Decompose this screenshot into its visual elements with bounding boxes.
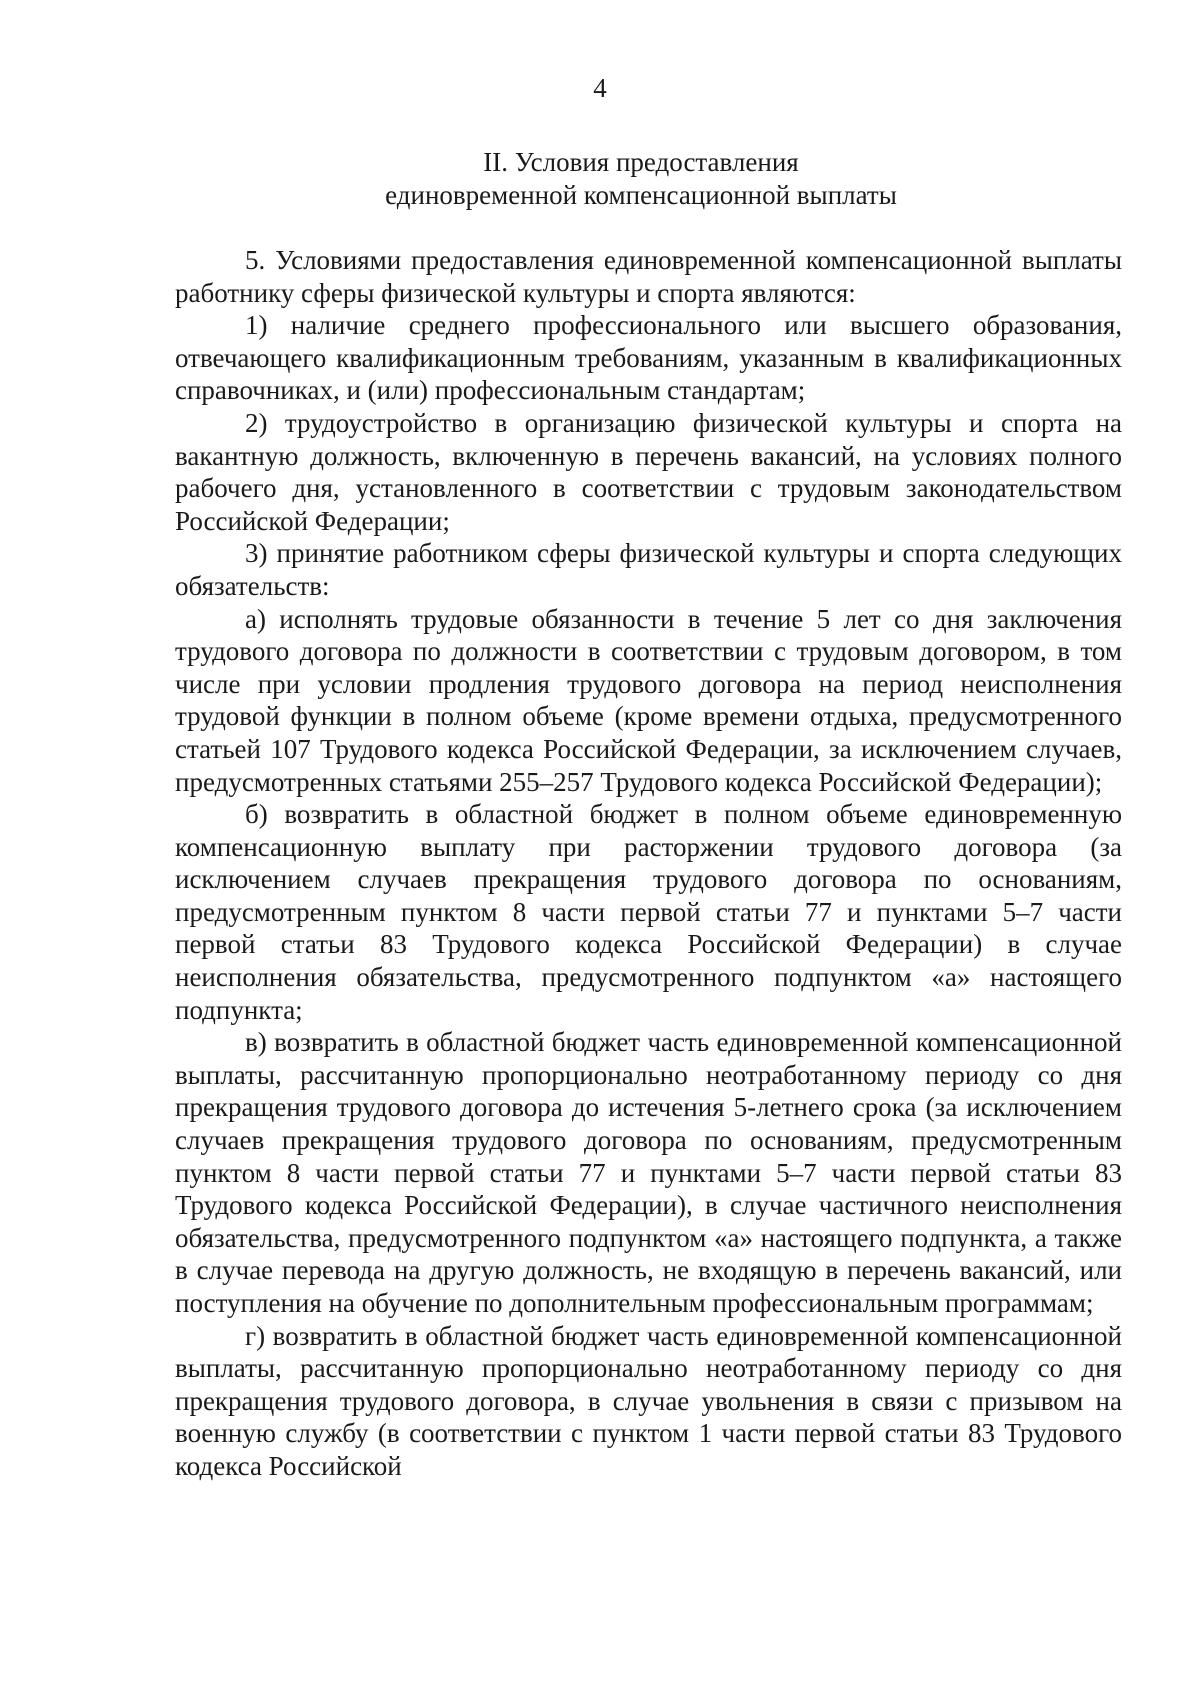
paragraph-subitem-3: 3) принятие работником сферы физической культуры и спорта следующих обязательств:	[175, 538, 1122, 601]
page-number: 4	[593, 73, 607, 103]
paragraph-subitem-a: а) исполнять трудовые обязанности в течение 5 лет со дня заключения трудового договора по должности в соответствии с трудовым договором, в том числе при условии продления трудового договора на период неисполнения трудовой функции в полном объеме (кроме времени отдыха, предусмотренного статьей 107 Трудового кодекса Российской Федерации, за исключением случаев, предусмотренных статьями 255–257 Трудового кодекса Российской Федерации);	[175, 603, 1122, 797]
paragraph-subitem-g: г) возвратить в областной бюджет часть единовременной компенсационной выплаты, рассчитанную пропорционально неотработанному периоду со дня прекращения трудового договора, в случае увольнения в связи с призывом на военную службу (в соответствии с пунктом 1 части первой статьи 83 Трудового кодекса Российской	[175, 1320, 1122, 1481]
document-body	[175, 244, 1122, 1483]
section-title-line-2: единовременной компенсационной выплаты	[385, 179, 897, 210]
paragraph-subitem-b: б) возвратить в областной бюджет в полном объеме единовременную компенсационную выплату при расторжении трудового договора (за исключением случаев прекращения трудового договора по основаниям, предусмотренным пунктом 8 части первой статьи 77 и пунктами 5–7 части первой статьи 83 Трудового кодекса Российской Федерации) в случае неисполнения обязательства, предусмотренного подпунктом «а» настоящего подпункта;	[175, 799, 1122, 1025]
section-title	[160, 146, 1122, 211]
paragraph-item-5: 5. Условиями предоставления единовременной компенсационной выплаты работнику сферы физической культуры и спорта являются:	[175, 245, 1122, 308]
paragraph-subitem-2: 2) трудоустройство в организацию физической культуры и спорта на вакантную должность, включенную в перечень вакансий, на условиях полного рабочего дня, установленного в соответствии с трудовым законодательством Российской Федерации;	[175, 407, 1122, 536]
paragraph-subitem-1: 1) наличие среднего профессионального или высшего образования, отвечающего квалификационным требованиям, указанным в квалификационных справочниках, и (или) профессиональным стандартам;	[175, 310, 1122, 406]
section-title-line-1: II. Условия предоставления	[483, 147, 799, 177]
paragraph-subitem-v: в) возвратить в областной бюджет часть единовременной компенсационной выплаты, рассчитанную пропорционально неотработанному периоду со дня прекращения трудового договора до истечения 5-летнего срока (за исключением случаев прекращения трудового договора по основаниям, предусмотренным пунктом 8 части первой статьи 77 и пунктами 5–7 части первой статьи 83 Трудового кодекса Российской Федерации), в случае частичного неисполнения обязательства, предусмотренного подпунктом «а» настоящего подпункта, а также в случае перевода на другую должность, не входящую в перечень вакансий, или поступления на обучение по дополнительным профессиональным программам;	[175, 1027, 1122, 1318]
